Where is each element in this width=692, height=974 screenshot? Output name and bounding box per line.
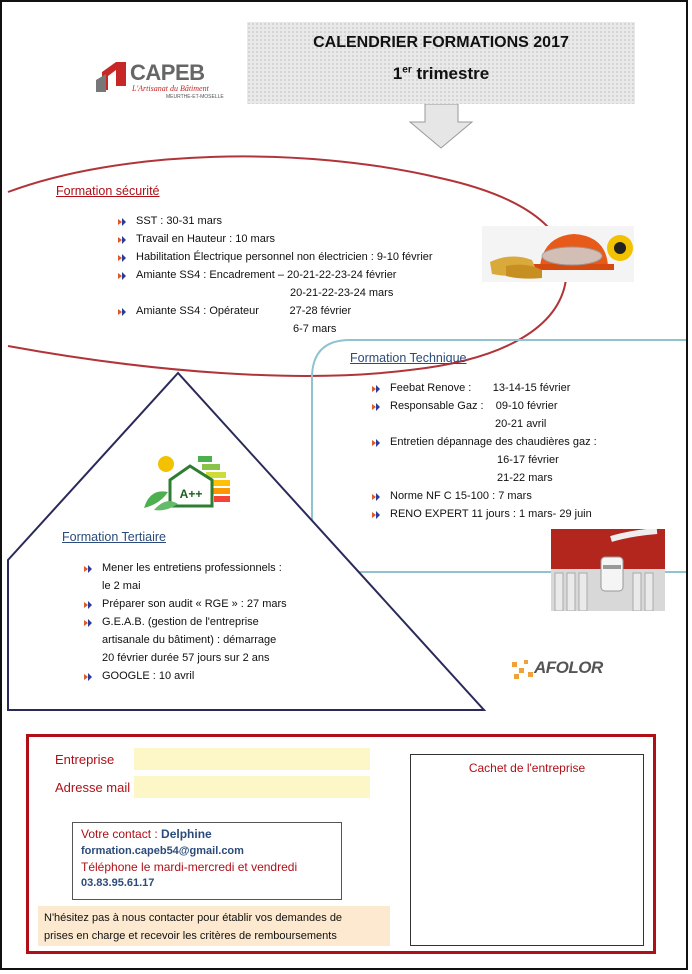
securite-title: Formation sécurité <box>56 184 160 198</box>
contact-phone[interactable]: 03.83.95.61.17 <box>81 877 155 889</box>
down-arrow-icon <box>410 104 472 148</box>
tertiaire-title: Formation Tertiaire <box>62 530 166 544</box>
bullet-arrow-icon <box>118 217 126 225</box>
afolor-logo <box>510 654 622 684</box>
contact-email[interactable]: formation.capeb54@gmail.com <box>81 845 244 857</box>
bullet-arrow-icon <box>118 271 126 279</box>
bullet-arrow-icon <box>84 618 92 626</box>
list-item: Feebat Renove : 13-14-15 février <box>368 379 668 397</box>
bullet-arrow-icon <box>372 510 380 518</box>
capeb-logo-tagline: L'Artisanat du Bâtiment <box>132 84 209 93</box>
bullet-arrow-icon <box>84 672 92 680</box>
page-subtitle: 1er trimestre <box>392 64 490 83</box>
capeb-logo-name: CAPEB <box>130 60 205 85</box>
capeb-logo-mark-icon <box>96 58 132 94</box>
bullet-arrow-icon <box>84 600 92 608</box>
safety-equipment-photo <box>482 226 634 282</box>
stamp-label: Cachet de l'entreprise <box>468 761 586 775</box>
technique-title: Formation Technique <box>350 351 467 365</box>
header-title-box <box>247 22 635 104</box>
capeb-logo <box>96 58 224 104</box>
contact-phone-label: Téléphone le mardi-mercredi et vendredi <box>81 860 298 874</box>
contact-box <box>72 822 342 900</box>
bullet-arrow-icon <box>84 564 92 572</box>
list-item: Mener les entretiens professionnels : le 2 mai <box>80 559 340 595</box>
afolor-logo-name: AFOLOR <box>534 658 603 677</box>
bullet-arrow-icon <box>372 402 380 410</box>
energy-label-icon <box>140 452 232 512</box>
list-item: SST : 30-31 mars <box>114 212 494 230</box>
list-item: Amiante SS4 : Encadrement – 20-21-22-23-24 février 20-21-22-23-24 mars <box>114 266 494 302</box>
list-item: Norme NF C 15-100 : 7 mars <box>368 487 668 505</box>
bullet-arrow-icon <box>118 235 126 243</box>
energy-label-text: A++ <box>179 487 203 501</box>
list-item: Travail en Hauteur : 10 mars <box>114 230 494 248</box>
entreprise-label: Entreprise <box>55 752 115 767</box>
email-input[interactable] <box>134 776 370 798</box>
list-item: Responsable Gaz : 09-10 février 20-21 avril <box>368 397 668 433</box>
contact-line: Votre contact : Delphine <box>81 827 212 841</box>
list-item: Préparer son audit « RGE » : 27 mars <box>80 595 340 613</box>
list-item: RENO EXPERT 11 jours : 1 mars- 29 juin <box>368 505 668 523</box>
contact-name: Delphine <box>161 827 212 841</box>
list-item: Habilitation Électrique personnel non électricien : 9-10 février <box>114 248 494 266</box>
capeb-logo-region: MEURTHE-ET-MOSELLE <box>166 94 224 100</box>
bullet-arrow-icon <box>372 384 380 392</box>
email-label: Adresse mail <box>55 780 131 795</box>
bullet-arrow-icon <box>372 492 380 500</box>
technique-list <box>368 379 668 523</box>
company-stamp-box[interactable] <box>410 754 644 946</box>
bullet-arrow-icon <box>372 438 380 446</box>
list-item: GOOGLE : 10 avril <box>80 667 340 685</box>
bullet-arrow-icon <box>118 307 126 315</box>
list-item: Entretien dépannage des chaudières gaz : 16-17 février 21-22 mars <box>368 433 668 487</box>
bullet-arrow-icon <box>118 253 126 261</box>
contact-note: N'hésitez pas à nous contacter pour établir vos demandes de prises en charge et recevoir les critères de remboursements <box>38 906 390 946</box>
tertiaire-list <box>80 559 340 685</box>
radiator-valve-photo <box>551 529 665 611</box>
securite-list <box>114 212 494 338</box>
list-item: G.E.A.B. (gestion de l'entreprise artisanale du bâtiment) : démarrage 20 février durée 57 jours sur 2 ans <box>80 613 340 667</box>
entreprise-input[interactable] <box>134 748 370 770</box>
list-item: Amiante SS4 : Opérateur 27-28 février 6-7 mars <box>114 302 494 338</box>
page-title: CALENDRIER FORMATIONS 2017 <box>313 34 569 51</box>
